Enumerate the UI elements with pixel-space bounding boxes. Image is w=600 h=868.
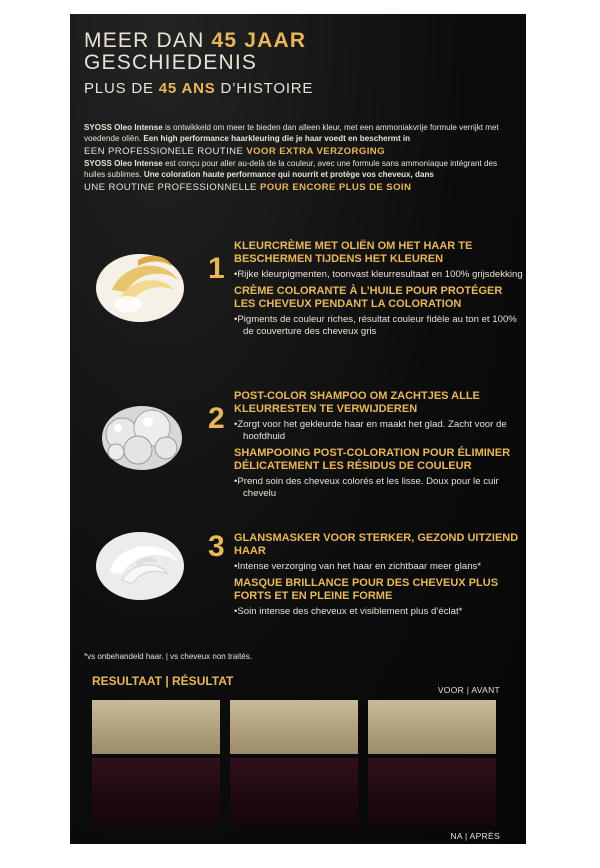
step-3-number: 3: [208, 530, 225, 563]
intro-nl-brand: SYOSS Oleo Intense: [84, 123, 163, 132]
step-1-number: 1: [208, 252, 225, 285]
step-1-title-nl: KLEURCRÈME MET OLIËN OM HET HAAR TE BESCHERMEN TIJDENS HET KLEUREN: [234, 240, 473, 265]
intro-nl-body: is ontwikkeld om meer te bieden dan alleen kleur, met een ammoniakvrije formule verrijkt met voedende oliën.: [84, 123, 499, 144]
swatch-after-2: [230, 758, 358, 826]
intro-fr-bold: Une coloration haute performance qui nourrit et protège vos cheveux, dans: [143, 170, 434, 180]
swatch-before-1: [92, 700, 220, 754]
step-1-title-fr: CRÈME COLORANTE À L’HUILE POUR PROTÉGER LES CHEVEUX PENDANT LA COLORATION: [234, 285, 503, 310]
step-2-bullet-nl: • Zorgt voor het gekleurde haar en maakt het glad. Zacht voor de hoofdhuid: [234, 419, 524, 443]
heading: [84, 30, 514, 97]
step-1-text: [234, 240, 524, 342]
swatch-after-1: [92, 758, 220, 826]
intro-fr-brand: SYOSS Oleo Intense: [84, 158, 163, 168]
step-3-title-nl: GLANSMASKER VOOR STERKER, GEZOND UITZIEND HAAR: [234, 532, 519, 557]
step-2-title-nl: POST-COLOR SHAMPOO OM ZACHTJES ALLE KLEURRESTEN TE VERWIJDEREN: [234, 390, 480, 415]
step-3-title-fr: MASQUE BRILLANCE POUR DES CHEVEUX PLUS FORTS ET EN PLEINE FORME: [234, 577, 499, 602]
heading-line-3-bold: 45 ANS: [158, 80, 216, 97]
heading-line-1: [84, 30, 514, 52]
cream-swirl-icon: [92, 244, 188, 326]
intro-fr-tagline: [84, 181, 516, 194]
product-info-panel: [70, 14, 526, 844]
intro-nl-bold: Een high performance haarkleuring die je haar voedt en beschermt in: [143, 134, 411, 144]
step-2-title-fr: SHAMPOOING POST-COLORATION POUR ÉLIMINER DÉLICATEMENT LES RÉSIDUS DE COULEUR: [234, 447, 511, 472]
heading-line-2: GESCHIEDENIS: [84, 51, 258, 74]
heading-line-1-bold: 45 JAAR: [211, 29, 307, 52]
shampoo-foam-icon: [92, 394, 188, 476]
swatch-before-3: [368, 700, 496, 754]
step-2-text: [234, 390, 524, 504]
heading-line-1-text: MEER DAN: [84, 29, 212, 52]
intro-fr: [84, 158, 516, 181]
step-2-bullet-fr: • Prend soin des cheveux colorés et les lisse. Doux pour le cuir chevelu: [234, 476, 524, 500]
intro-fr-tagline-text: UNE ROUTINE PROFESSIONNELLE: [84, 181, 260, 193]
intro-nl-tagline: [84, 145, 516, 158]
step-1-bullet-nl: • Rijke kleurpigmenten, toonvast kleurresultaat en 100% grijsdekking: [234, 269, 524, 281]
step-3-text: [234, 532, 524, 622]
mask-cream-icon: [92, 522, 188, 604]
intro-nl-tagline-bold: VOOR EXTRA VERZORGING: [246, 145, 385, 157]
step-3-bullet-fr: • Soin intense des cheveux et visiblement plus d’éclat*: [234, 606, 524, 618]
result-title: RESULTAAT | RÉSULTAT: [92, 674, 234, 688]
intro-fr-tagline-bold: POUR ENCORE PLUS DE SOIN: [259, 181, 412, 193]
intro-fr-body: est conçu pour aller au-delà de la couleur, avec une formule sans ammoniaque intégrant des huiles sublimes.: [84, 158, 498, 180]
heading-line-3: [84, 80, 514, 97]
step-3-bullet-nl: • Intense verzorging van het haar en zichtbaar meer glans*: [234, 561, 524, 573]
before-label: VOOR | AVANT: [437, 685, 500, 695]
intro-text: [84, 122, 516, 194]
footnote: *vs onbehandeld haar. | vs cheveux non traités.: [84, 652, 252, 661]
intro-nl: [84, 122, 516, 145]
after-label: NA | APRÈS: [450, 831, 500, 841]
step-1-bullet-fr: • Pigments de couleur riches, résultat couleur fidèle au ton et 100% de couverture des cheveux gris: [234, 314, 524, 338]
heading-line-3-text: PLUS DE: [84, 80, 159, 97]
step-2-number: 2: [208, 402, 225, 435]
swatch-after-3: [368, 758, 496, 826]
heading-line-3-post: D’HISTOIRE: [215, 80, 314, 97]
swatch-before-2: [230, 700, 358, 754]
intro-nl-tagline-text: EEN PROFESSIONELE ROUTINE: [84, 145, 247, 157]
